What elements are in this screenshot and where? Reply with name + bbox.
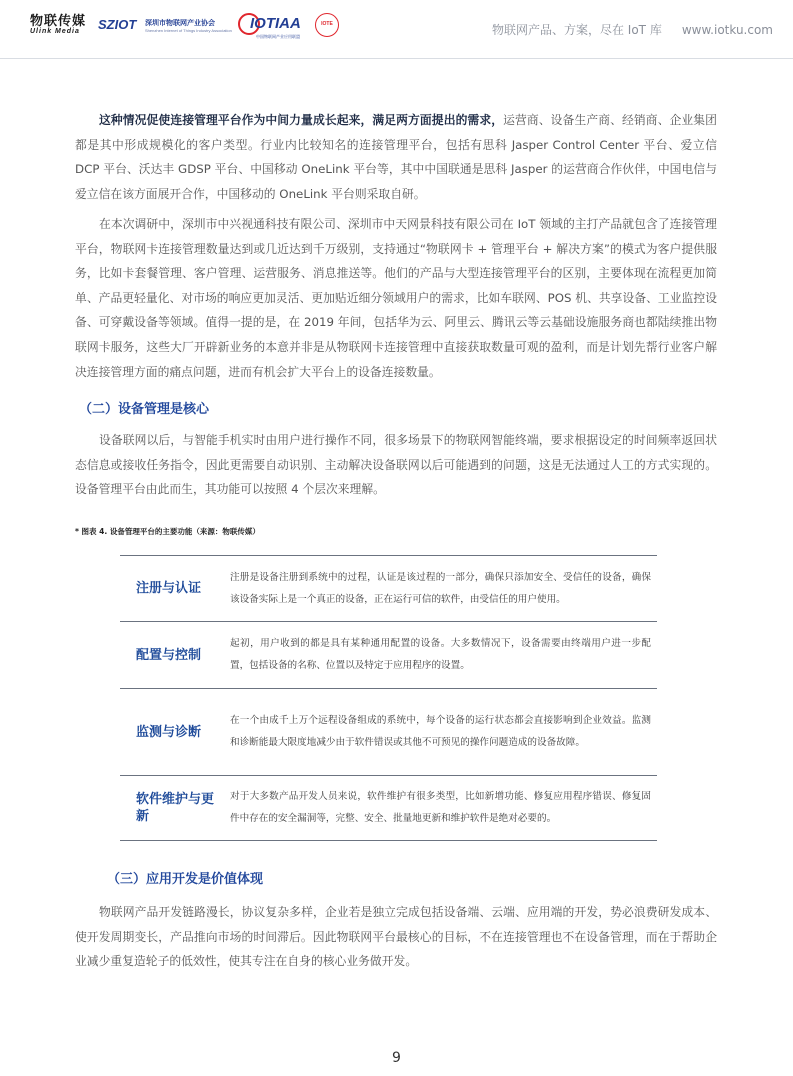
header-slogan: 物联网产品、方案，尽在 IoT 库	[491, 23, 662, 37]
header-tagline	[492, 21, 773, 38]
function-description: 在一个由成千上万个远程设备组成的系统中，每个设备的运行状态都会直接影响到企业效益。监测和诊断能最大限度地减少由于软件错误或其他不可预见的操作问题造成的设备故障。	[230, 715, 651, 748]
function-label: 监测与诊断	[136, 724, 202, 740]
function-label: 注册与认证	[136, 581, 202, 596]
paragraph-body: 运营商、设备生产商、经销商、企业集团都是其中形成规模化的客户类型。行业内比较知名的连接管理平台，包括有思科 Jasper Control Center 平台、爱立信 DCP 平台、沃达丰 GDSP 平台、中国移动 OneLink 平台等，其中中国联通是思科 Jasper 的运营商合作伙伴，中国电信与爱立信在该方面展开合作，中国移动的 OneLink 平台则采取自研。	[75, 113, 717, 201]
iotiaa-logo-text: IOTIAA	[250, 15, 301, 32]
page-header	[0, 0, 793, 59]
sziot-logo-en: Shenzhen Internet of Things Industry Association	[145, 28, 232, 33]
iote-logo	[315, 13, 339, 37]
sziot-logo	[98, 15, 232, 41]
paragraph-device-management: 设备联网以后，与智能手机实时由用户进行操作不同，很多场景下的物联网智能终端，要求根据设定的时间频率返回状态信息或接收任务指令，因此更需要自动识别、主动解决设备联网以后可能遇到的问题，这是无法通过人工的方式实现的。设备管理平台由此而生，其功能可以按照 4 个层次来理解。	[75, 433, 717, 497]
page-number: 9	[392, 1050, 401, 1066]
function-description: 注册是设备注册到系统中的过程，认证是该过程的一部分，确保只添加安全、受信任的设备，确保该设备实际上是一个真正的设备，正在运行可信的软件，由受信任的用户使用。	[230, 571, 651, 605]
section-heading-device-management: （二）设备管理是核心	[79, 402, 210, 417]
paragraph-connection-platforms	[75, 108, 717, 206]
function-label: 配置与控制	[136, 647, 202, 663]
paragraph-lead-emphasis: 这种情况促使连接管理平台作为中间力量成长起来，满足两方面提出的需求，	[99, 113, 504, 127]
function-label: 软件维护与更新	[136, 792, 215, 824]
ulink-logo-en: Ulink Media	[30, 28, 80, 35]
sziot-logo-mark: SZIOT	[98, 17, 137, 32]
figure-caption: * 图表 4. 设备管理平台的主要功能（来源：物联传媒）	[75, 527, 260, 536]
function-description: 对于大多数产品开发人员来说，软件维护有很多类型，比如新增功能、修复应用程序错误、修复固件中存在的安全漏洞等，完整、安全、批量地更新和维护软件是绝对必要的。	[230, 791, 651, 824]
iotiaa-logo	[238, 12, 308, 42]
paragraph-app-development: 物联网产品开发链路漫长，协议复杂多样，企业若是独立完成包括设备端、云端、应用端的开发，势必浪费研发成本、使开发周期变长，产品推向市场的时间滞后。因此物联网平台最核心的目标，不在连接管理也不在设备管理，而在于帮助企业减少重复造轮子的低效性，使其专注在自身的核心业务做开发。	[75, 905, 717, 969]
ulink-media-logo	[30, 13, 86, 35]
table-row	[120, 688, 657, 775]
header-site-link[interactable]: www.iotku.com	[681, 23, 773, 37]
table-row	[120, 621, 657, 688]
paragraph-survey: 在本次调研中，深圳市中兴视通科技有限公司、深圳市中天网景科技有限公司在 IoT 领域的主打产品就包含了连接管理平台，物联网卡连接管理数量达到或几近达到千万级别，支持通过“物联网卡 + 管理平台 + 解决方案”的模式为客户提供服务，比如卡套餐管理、客户管理、运营服务、消息推送等。他们的产品与大型连接管理平台的区别，主要体现在流程更加简单、产品更轻量化、对市场的响应更加灵活、更加贴近细分领域用户的需求，比如车联网、POS 机、共享设备、工业监控设备、可穿戴设备等领域。值得一提的是，在 2019 年间，包括华为云、阿里云、腾讯云等云基础设施服务商也都陆续推出物联网卡服务，这些大厂开辟新业务的本意并非是从物联网卡连接管理中直接获取数量可观的盈利，而是计划先帮行业客户解决连接管理方面的痛点问题，进而有机会扩大平台上的设备连接数量。	[75, 217, 717, 379]
sziot-logo-cn: 深圳市物联网产业协会	[145, 20, 215, 27]
ulink-logo-text: 物联传媒	[30, 13, 87, 28]
section-heading-app-development: （三）应用开发是价值体现	[107, 872, 264, 887]
iotiaa-logo-sub: 中国物联网产业应用联盟	[256, 34, 300, 39]
table-row	[120, 775, 657, 841]
iote-logo-text: IOTE	[321, 21, 333, 27]
device-functions-table	[120, 555, 657, 841]
table-row	[120, 555, 657, 621]
function-description: 起初，用户收到的都是具有某种通用配置的设备。大多数情况下，设备需要由终端用户进一步配置，包括设备的名称、位置以及特定于应用程序的设置。	[230, 638, 651, 671]
